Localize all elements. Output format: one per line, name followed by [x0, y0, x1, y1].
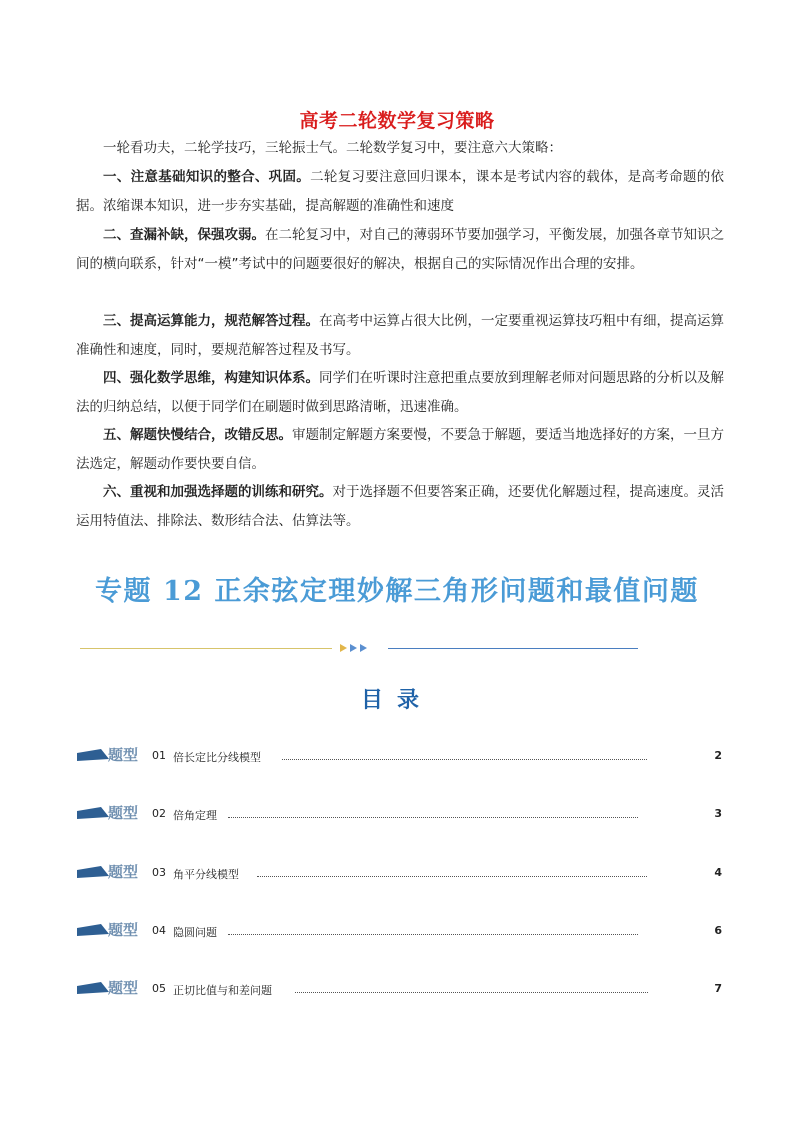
toc-item-label: 正切比值与和差问题	[173, 984, 272, 997]
toc-item-number: 03	[152, 866, 166, 879]
strategy-item-lead: 五、解题快慢结合，改错反思。	[103, 427, 292, 443]
strategy-title: 高考二轮数学复习策略	[299, 110, 495, 132]
toc-item-number: 01	[152, 749, 166, 762]
toc-badge-icon	[77, 861, 147, 883]
strategy-item-lead: 四、强化数学思维，构建知识体系。	[103, 370, 319, 386]
toc-item-page: 4	[714, 866, 722, 879]
strategy-item	[76, 307, 724, 364]
toc-item-number: 05	[152, 982, 166, 995]
toc-badge-icon	[77, 744, 147, 766]
strategy-item-text: 二轮复习要注意回归课本，课本是考试内容的载体，是高考命题的依据。浓缩课本知识，进一步夯实基础，提高解题的准确性和速度	[76, 169, 725, 214]
strategy-item-text: 对于选择题不但要答案正确，还要优化解题过程，提高速度。灵活运用特值法、排除法、数形结合法、估算法等。	[76, 484, 724, 529]
strategy-item-lead: 一、注意基础知识的整合、巩固。	[103, 169, 311, 185]
toc-badge-icon	[77, 919, 147, 941]
toc-leader-dots	[257, 876, 647, 877]
toc-badge-text: 题型	[108, 863, 139, 881]
toc-badge-icon	[77, 977, 147, 999]
toc-item[interactable]	[77, 919, 722, 943]
toc-badge-text: 题型	[108, 979, 139, 997]
toc-item[interactable]	[77, 977, 722, 1001]
toc-leader-dots	[282, 759, 647, 760]
toc-item-label: 隐圆问题	[173, 926, 217, 939]
toc-title: 目录	[360, 688, 433, 713]
strategy-item-text: 在高考中运算占很大比例，一定要重视运算技巧粗中有细，提高运算准确性和速度，同时，要规范解答过程及书写。	[76, 313, 724, 358]
toc-leader-dots	[228, 817, 638, 818]
toc-item-label: 角平分线模型	[173, 868, 239, 881]
divider-line-left	[80, 648, 332, 649]
toc-badge-text: 题型	[108, 804, 139, 822]
toc-item-number: 02	[152, 807, 166, 820]
toc-item[interactable]	[77, 861, 722, 885]
toc-item[interactable]	[77, 744, 722, 768]
strategy-intro: 一轮看功夫，二轮学技巧，三轮振士气。二轮数学复习中，要注意六大策略：	[103, 140, 562, 156]
divider-arrows-icon	[335, 640, 375, 656]
toc-item-page: 6	[714, 924, 722, 937]
divider-line-right	[388, 648, 638, 649]
toc-badge-text: 题型	[108, 921, 139, 939]
toc-item-number: 04	[152, 924, 166, 937]
toc-item-page: 7	[714, 982, 722, 995]
toc-leader-dots	[228, 934, 638, 935]
strategy-item-lead: 三、提高运算能力，规范解答过程。	[103, 313, 319, 329]
toc-item-label: 倍长定比分线模型	[173, 751, 261, 764]
strategy-item	[76, 364, 724, 421]
strategy-item	[76, 163, 724, 220]
toc-item-page: 3	[714, 807, 722, 820]
strategy-item-lead: 六、重视和加强选择题的训练和研究。	[103, 484, 333, 500]
toc-leader-dots	[295, 992, 648, 993]
strategy-item-lead: 二、查漏补缺，保强攻弱。	[103, 227, 265, 243]
toc-item[interactable]	[77, 802, 722, 826]
toc-badge-icon	[77, 802, 147, 824]
topic-title: 专题 12 正余弦定理妙解三角形问题和最值问题	[95, 576, 699, 607]
strategy-item-text: 同学们在听课时注意把重点要放到理解老师对问题思路的分析以及解法的归纳总结，以便于同学们在刷题时做到思路清晰，迅速准确。	[76, 370, 724, 415]
strategy-item-text: 审题制定解题方案要慢，不要急于解题，要适当地选择好的方案，一旦方法选定，解题动作要快要自信。	[76, 427, 724, 472]
strategy-item	[76, 478, 724, 535]
strategy-item	[76, 421, 724, 478]
strategy-item	[76, 221, 724, 278]
toc-item-page: 2	[714, 749, 722, 762]
strategy-item-text: 在二轮复习中，对自己的薄弱环节要加强学习，平衡发展，加强各章节知识之间的横向联系，针对“一模”考试中的问题要很好的解决，根据自己的实际情况作出合理的安排。	[76, 227, 724, 272]
toc-item-label: 倍角定理	[173, 809, 217, 822]
toc-badge-text: 题型	[108, 746, 139, 764]
